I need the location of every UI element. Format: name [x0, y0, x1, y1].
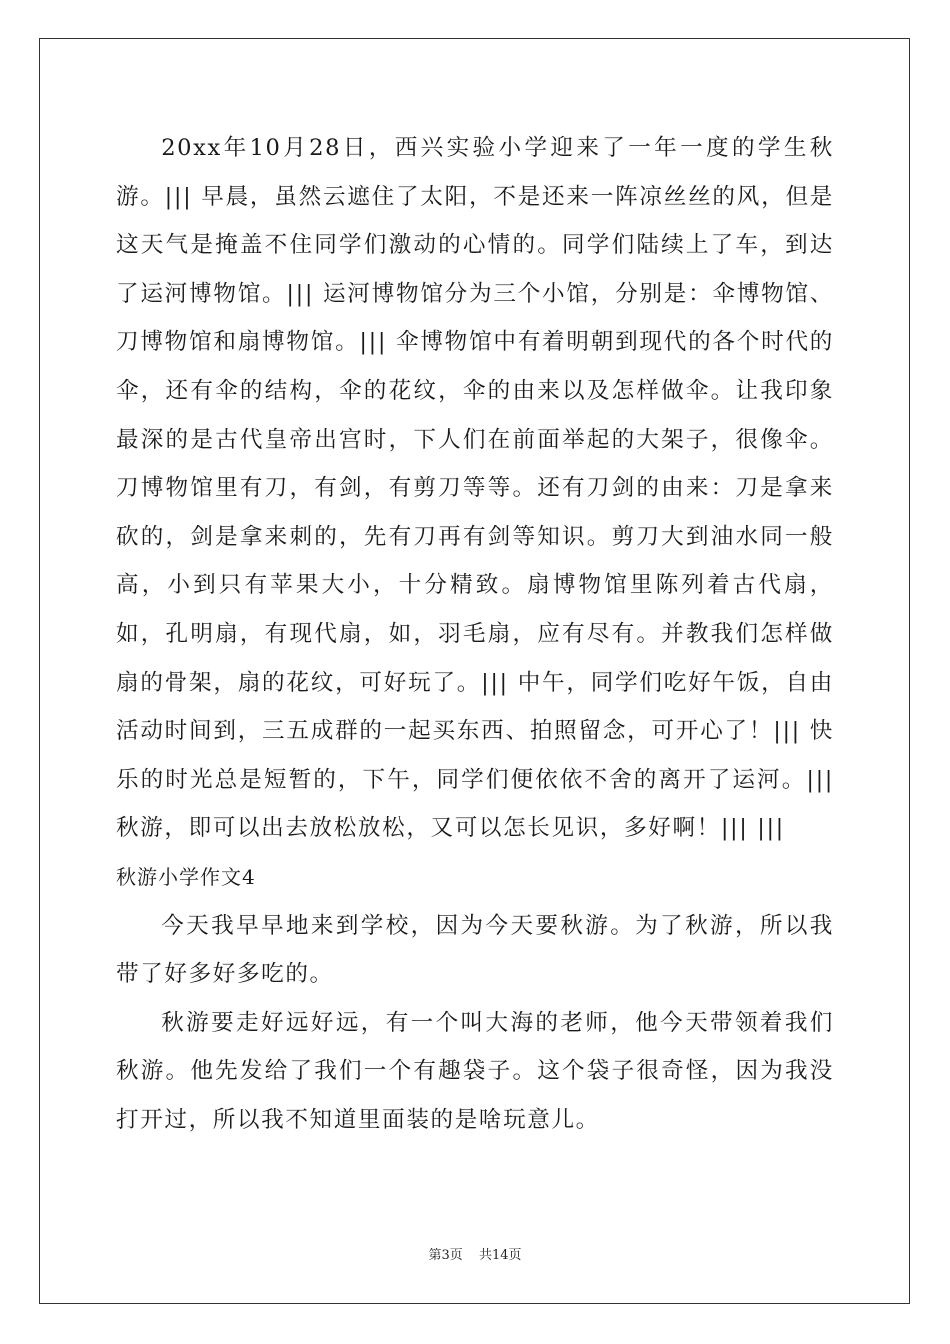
page-footer [0, 1246, 950, 1266]
document-body [116, 124, 834, 1144]
paragraph-autumn-trip-essay-3: 20xx年10月28日，西兴实验小学迎来了一年一度的学生秋游。||| 早晨，虽然云遮住了太阳，不是还来一阵凉丝丝的风，但是这天气是掩盖不住同学们激动的心情的。同学们陆续上了车，到达了运河博物馆。||| 运河博物馆分为三个小馆，分别是：伞博物馆、刀博物馆和扇博物馆。||| 伞博物馆中有着明朝到现代的各个时代的伞，还有伞的结构，伞的花纹，伞的由来以及怎样做伞。让我印象最深的是古代皇帝出宫时，下人们在前面举起的大架子，很像伞。刀博物馆里有刀，有剑，有剪刀等等。还有刀剑的由来：刀是拿来砍的，剑是拿来刺的，先有刀再有剑等知识。剪刀大到油水同一般高，小到只有苹果大小，十分精致。扇博物馆里陈列着古代扇，如，孔明扇，有现代扇，如，羽毛扇，应有尽有。并教我们怎样做扇的骨架，扇的花纹，可好玩了。||| 中午，同学们吃好午饭，自由活动时间到，三五成群的一起买东西、拍照留念，可开心了！||| 快乐的时光总是短暂的，下午，同学们便依依不舍的离开了运河。||| 秋游，即可以出去放松放松，又可以怎长见识，多好啊！||| ||| [116, 135, 834, 842]
paragraph-essay-4-intro: 今天我早早地来到学校，因为今天要秋游。为了秋游，所以我带了好多好多吃的。 [116, 912, 834, 988]
section-heading: 秋游小学作文4 [116, 864, 256, 889]
page-total: 共14页 [478, 1248, 522, 1263]
page-number: 第3页 [428, 1248, 463, 1263]
paragraph-essay-4-body: 秋游要走好远好远，有一个叫大海的老师，他今天带领着我们秋游。他先发给了我们一个有趣袋子。这个袋子很奇怪，因为我没打开过，所以我不知道里面装的是啥玩意儿。 [116, 1009, 834, 1133]
